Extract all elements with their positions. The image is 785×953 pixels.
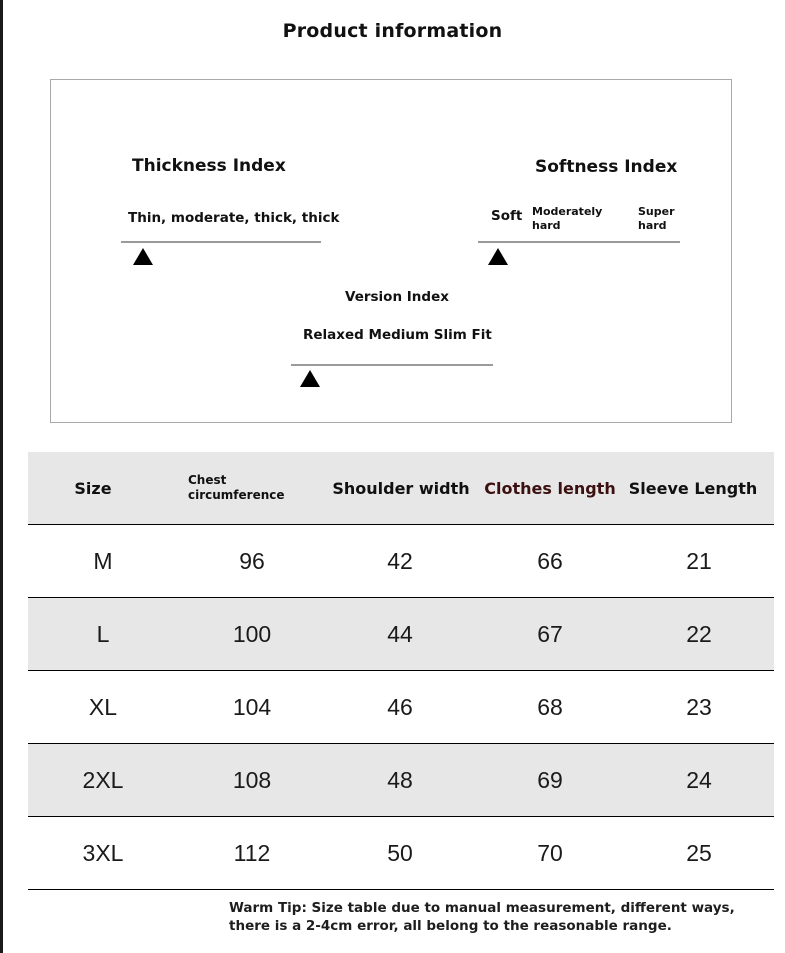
- page-title: Product information: [282, 20, 503, 42]
- softness-level-super-hard: Super hard: [638, 205, 675, 232]
- softness-scale-line: [478, 241, 680, 243]
- cell-shoulder: 44: [387, 620, 413, 647]
- product-info-box: [50, 79, 732, 423]
- size-table: [28, 452, 774, 890]
- version-scale-line: [291, 364, 493, 366]
- softness-indicator-icon: [488, 248, 508, 265]
- thickness-scale: Thin, moderate, thick, thick: [128, 210, 340, 226]
- table-header-row: [28, 452, 774, 525]
- cell-clothes-length: 69: [537, 766, 563, 793]
- header-shoulder-width: Shoulder width: [332, 478, 470, 498]
- cell-size: XL: [88, 693, 118, 720]
- version-scale: Relaxed Medium Slim Fit: [303, 327, 492, 343]
- cell-clothes-length: 70: [537, 839, 563, 866]
- cell-shoulder: 42: [387, 547, 413, 574]
- cell-sleeve-length: 25: [686, 839, 712, 866]
- cell-sleeve-length: 24: [686, 766, 712, 793]
- thickness-indicator-icon: [133, 248, 153, 265]
- header-chest-circumference: Chest circumference: [188, 473, 285, 502]
- cell-chest: 104: [232, 693, 272, 720]
- cell-size: M: [93, 547, 113, 574]
- table-row: [28, 525, 774, 598]
- table-row: [28, 598, 774, 671]
- table-row: [28, 817, 774, 890]
- cell-chest: 100: [232, 620, 272, 647]
- version-index-heading: Version Index: [345, 289, 449, 305]
- cell-chest: 108: [232, 766, 272, 793]
- cell-clothes-length: 66: [537, 547, 563, 574]
- cell-sleeve-length: 21: [686, 547, 712, 574]
- cell-size: L: [96, 620, 110, 647]
- softness-level-moderately-hard: Moderately hard: [532, 205, 603, 232]
- softness-level-soft: Soft: [491, 208, 523, 224]
- cell-sleeve-length: 23: [686, 693, 712, 720]
- cell-sleeve-length: 22: [686, 620, 712, 647]
- left-edge-border: [0, 0, 3, 953]
- warm-tip-note: Warm Tip: Size table due to manual measurement, different ways, there is a 2-4cm error, all belong to the reasonable range.: [229, 900, 735, 934]
- header-sleeve-length: Sleeve Length: [628, 478, 758, 498]
- cell-shoulder: 50: [387, 839, 413, 866]
- cell-clothes-length: 67: [537, 620, 563, 647]
- softness-index-heading: Softness Index: [535, 157, 678, 177]
- cell-chest: 112: [233, 839, 271, 866]
- table-row: [28, 744, 774, 817]
- header-size: Size: [74, 478, 112, 498]
- table-row: [28, 671, 774, 744]
- cell-size: 3XL: [82, 839, 124, 866]
- thickness-scale-line: [121, 241, 321, 243]
- thickness-index-heading: Thickness Index: [132, 156, 286, 176]
- cell-chest: 96: [239, 547, 265, 574]
- cell-shoulder: 48: [387, 766, 413, 793]
- cell-size: 2XL: [82, 766, 124, 793]
- header-clothes-length: Clothes length: [484, 478, 616, 498]
- cell-shoulder: 46: [387, 693, 413, 720]
- version-indicator-icon: [300, 370, 320, 387]
- cell-clothes-length: 68: [537, 693, 563, 720]
